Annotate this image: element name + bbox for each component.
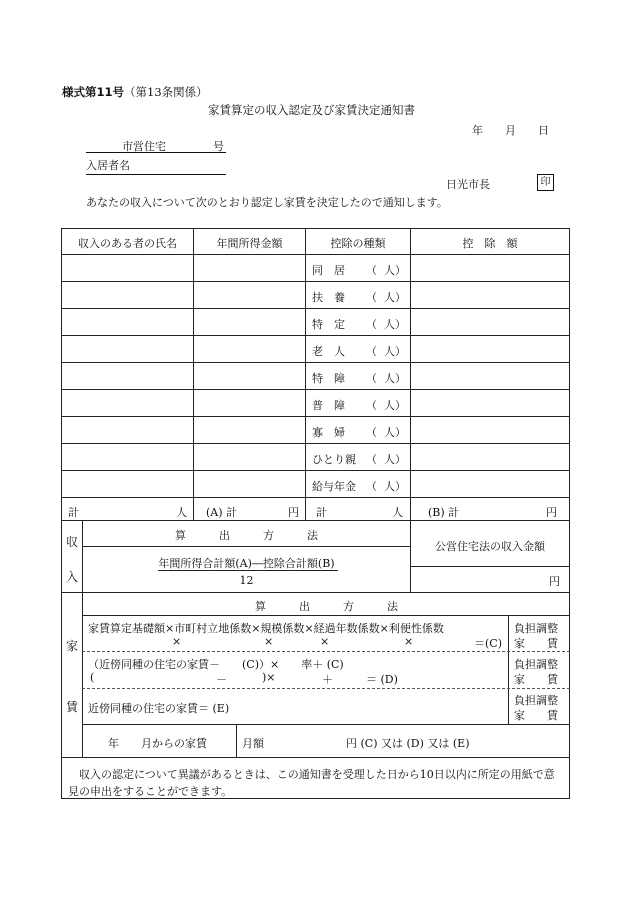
income-side-label-2: 入 — [66, 570, 79, 584]
income-formula-denominator: 12 — [239, 574, 254, 587]
rent-formula-d-minus: － — [216, 673, 227, 686]
form-number — [62, 84, 208, 100]
seal-mark: 印 — [537, 174, 554, 191]
rent-formula-d-line1: （近傍同種の住宅の家賃－ (C)）× 率＋ (C) — [88, 658, 344, 671]
housing-label: 市営住宅 — [122, 140, 166, 153]
date-year-label: 年 — [472, 124, 483, 137]
rent-formula-e: 近傍同種の住宅の家賃＝ (E) — [88, 702, 230, 715]
deduction-row-special-disability: 特 障 （ 人） — [312, 372, 406, 385]
deduction-row-disability: 普 障 （ 人） — [312, 399, 406, 412]
date-day-label: 日 — [538, 124, 549, 137]
rent-side-label-2: 賃 — [66, 700, 79, 714]
total-a-label: (A) 計 — [206, 506, 238, 519]
form-reference: （第13条関係） — [124, 85, 208, 99]
total-b-label: (B) 計 — [428, 506, 460, 519]
income-method-header: 算 出 方 法 — [175, 529, 318, 542]
burden-label-5: 負担調整 — [514, 694, 558, 707]
rent-formula-d-end: ＝ (D) — [366, 673, 398, 686]
rent-formula-c-x2: × — [264, 635, 274, 648]
public-income-label: 公営住宅法の収入金額 — [435, 540, 545, 553]
public-income-yen: 円 — [549, 575, 560, 588]
deduction-row-elderly: 老 人 （ 人） — [312, 345, 406, 358]
deduction-row-widow: 寡 婦 （ 人） — [312, 426, 406, 439]
rent-method-header: 算 出 方 法 — [255, 600, 398, 613]
monthly-value: 円 (C) 又は (D) 又は (E) — [346, 737, 470, 750]
mayor-title: 日光市長 — [446, 178, 490, 191]
issue-date — [472, 122, 549, 138]
burden-label-1: 負担調整 — [514, 622, 558, 635]
burden-label-4: 家 賃 — [514, 673, 558, 686]
income-side-label-1: 収 — [66, 535, 79, 549]
col-header-income: 年間所得金額 — [216, 237, 283, 250]
income-fraction-line — [158, 570, 338, 571]
rent-from-label: 年 月からの家賃 — [108, 737, 207, 750]
form-number-label: 様式第11号 — [62, 85, 125, 99]
burden-label-2: 家 賃 — [514, 637, 558, 650]
col-header-name: 収入のある者の氏名 — [78, 237, 177, 250]
housing-field — [86, 138, 226, 153]
rent-formula-c-x3: × — [320, 635, 330, 648]
rent-formula-d-times: )× — [262, 671, 276, 684]
document-title: 家賃算定の収入認定及び家賃決定通知書 — [208, 103, 415, 117]
intro-text: あなたの収入について次のとおり認定し家賃を決定したので通知します。 — [86, 196, 448, 209]
deduction-row-specific: 特 定 （ 人） — [312, 318, 406, 331]
rent-formula-c-line1: 家賃算定基礎額×市町村立地係数×規模係数×経過年数係数×利便性係数 — [88, 622, 444, 635]
total-label: 計 — [68, 506, 79, 519]
total-person-unit-2: 人 — [392, 506, 403, 519]
rent-formula-d-open: ( — [90, 671, 95, 684]
rent-formula-c-x4: × — [404, 635, 414, 648]
rent-formula-d-plus: ＋ — [322, 673, 333, 686]
income-formula-numerator: 年間所得合計額(A)―控除合計額(B) — [158, 557, 335, 570]
resident-name-field: 入居者名 — [86, 157, 226, 175]
deduction-row-dependent: 扶 養 （ 人） — [312, 291, 406, 304]
total-label-2: 計 — [316, 506, 327, 519]
burden-label-6: 家 賃 — [514, 709, 558, 722]
col-header-deduction-type: 控除の種類 — [330, 237, 386, 250]
total-person-unit: 人 — [176, 506, 187, 519]
objection-note: 収入の認定について異議があるときは、この通知書を受理した日から10日以内に所定の用紙で意見の申出をすることができます。 — [68, 768, 555, 798]
housing-number-label: 号 — [213, 140, 224, 153]
date-month-label: 月 — [505, 124, 516, 137]
burden-label-3: 負担調整 — [514, 658, 558, 671]
deduction-row-salary-pension: 給与年金 （ 人） — [312, 480, 406, 493]
deduction-row-single-parent: ひとり親 （ 人） — [312, 453, 406, 466]
total-b-unit: 円 — [546, 506, 557, 519]
rent-formula-c-x1: × — [172, 635, 182, 648]
rent-side-label-1: 家 — [66, 639, 79, 653]
total-a-unit: 円 — [288, 506, 299, 519]
monthly-label: 月額 — [242, 737, 264, 750]
rent-formula-c-end: ＝(C) — [474, 637, 502, 650]
col-header-deduction-amount: 控 除 額 — [462, 237, 518, 250]
deduction-row-cohabit: 同 居 （ 人） — [312, 264, 406, 277]
